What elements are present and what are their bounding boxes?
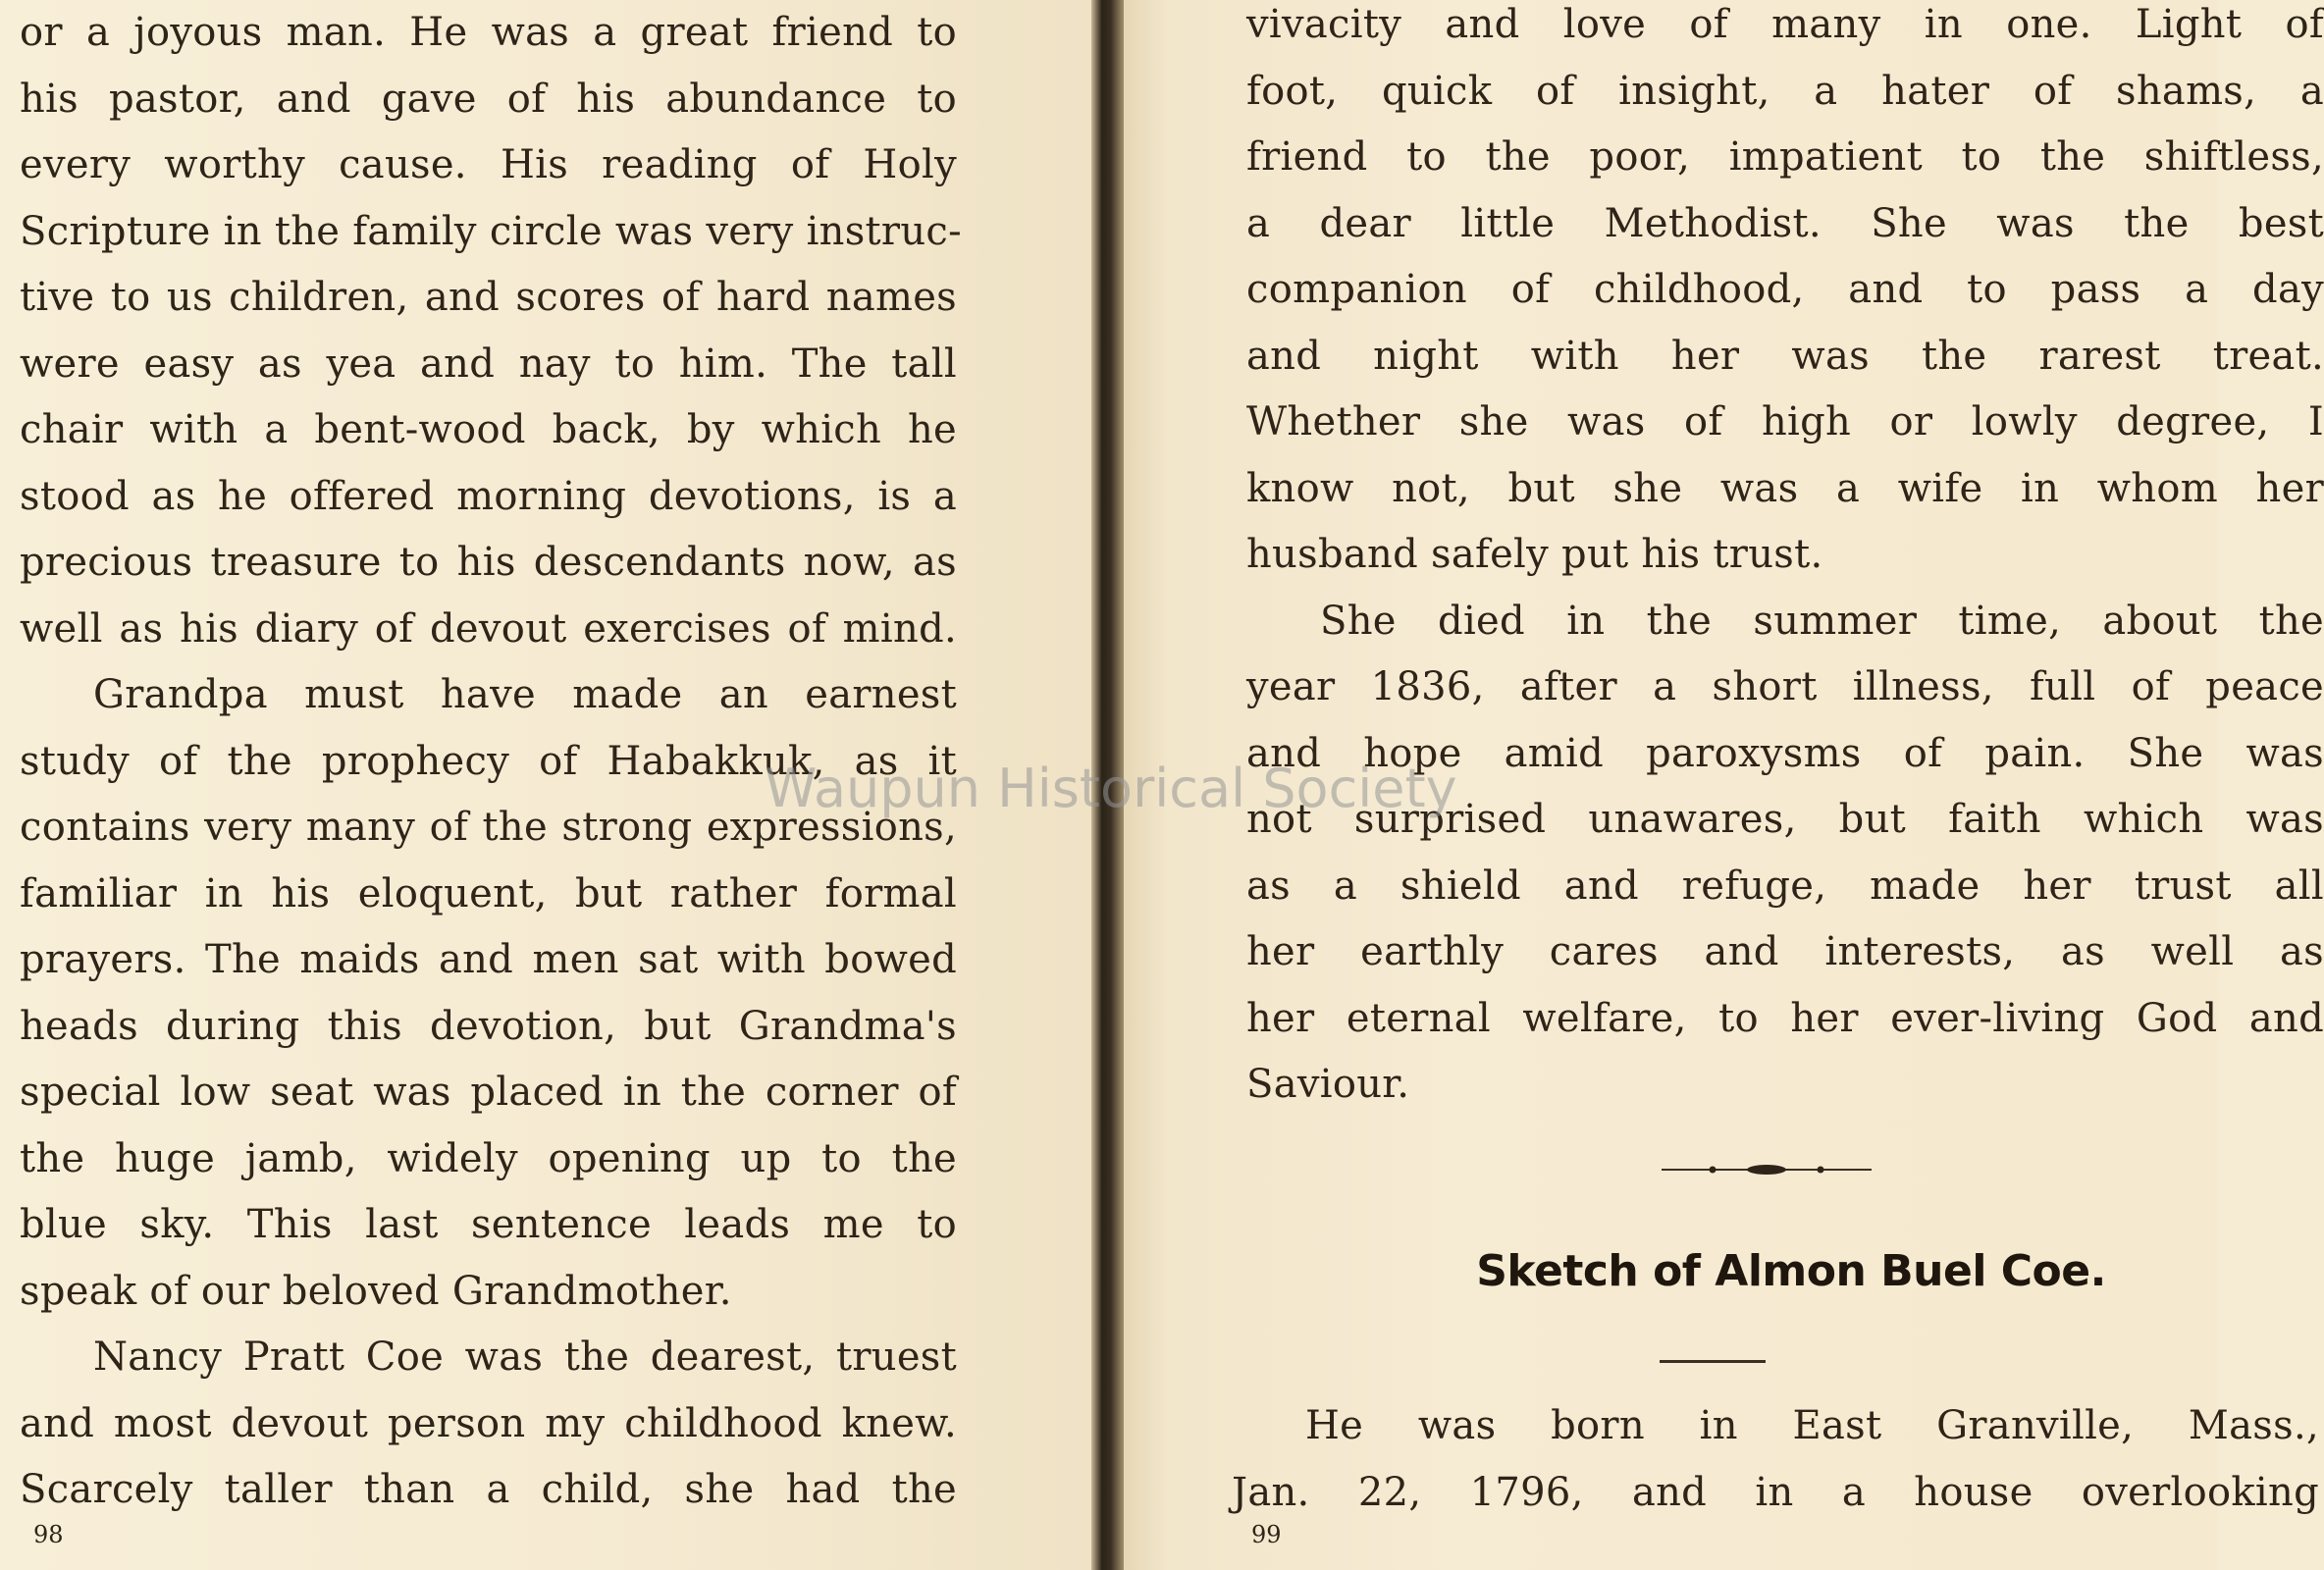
text-line: Jan. 22, 1796, and in a house overlooking <box>1232 1469 2319 1515</box>
text-line: foot, quick of insight, a hater of shams, a <box>1246 68 2324 114</box>
text-line: Grandpa must have made an earnest <box>93 672 957 717</box>
ornament-divider-icon <box>1654 1160 1879 1179</box>
text-line: heads during this devotion, but Grandma's <box>20 1003 957 1049</box>
text-line: or a joyous man. He was a great friend to <box>20 10 957 55</box>
right-page-bottom-text <box>1232 1393 2319 1526</box>
text-line: the huge jamb, widely opening up to the <box>20 1135 957 1181</box>
text-line: not surprised unawares, but faith which was <box>1246 797 2324 842</box>
text-line: chair with a bent-wood back, by which he <box>20 407 957 452</box>
text-line: speak of our beloved Grandmother. <box>20 1268 732 1314</box>
text-line: as a shield and refuge, made her trust all <box>1246 863 2324 909</box>
text-line: know not, but she was a wife in whom her <box>1246 465 2324 511</box>
text-line: Scarcely taller than a child, she had the <box>20 1467 957 1512</box>
text-line: companion of childhood, and to pass a day <box>1246 267 2324 312</box>
right-page-text <box>1246 0 2324 1119</box>
text-line: study of the prophecy of Habakkuk, as it <box>20 738 957 784</box>
heading-rule <box>1660 1360 1766 1363</box>
page-number: 99 <box>1251 1521 1282 1548</box>
text-line: year 1836, after a short illness, full of peace <box>1246 664 2324 709</box>
text-line: He was born in East Granville, Mass., <box>1305 1403 2319 1448</box>
text-line: and night with her was the rarest treat. <box>1246 333 2324 379</box>
text-line: every worthy cause. His reading of Holy <box>20 142 957 187</box>
text-line: contains very many of the strong expressions, <box>20 805 957 850</box>
text-line: Nancy Pratt Coe was the dearest, truest <box>93 1334 957 1380</box>
text-line: prayers. The maids and men sat with bowed <box>20 937 957 982</box>
text-line: precious treasure to his descendants now, as <box>20 540 957 585</box>
section-heading: Sketch of Almon Buel Coe. <box>1476 1246 2106 1296</box>
text-line: and hope amid paroxysms of pain. She was <box>1246 730 2324 776</box>
text-line: friend to the poor, impatient to the shiftless, <box>1246 134 2324 180</box>
text-line: stood as he offered morning devotions, is a <box>20 473 957 519</box>
text-line: tive to us children, and scores of hard names <box>20 275 957 320</box>
text-line: her earthly cares and interests, as well as <box>1246 929 2324 974</box>
watermark: Waupun Historical Society <box>765 758 1457 819</box>
text-line: Scripture in the family circle was very instruc- <box>20 208 962 254</box>
text-line: and most devout person my childhood knew. <box>20 1400 957 1446</box>
text-line: were easy as yea and nay to him. The tall <box>20 340 957 387</box>
text-line: She died in the summer time, about the <box>1320 598 2324 644</box>
page-number: 98 <box>33 1521 64 1548</box>
text-line: special low seat was placed in the corner of <box>20 1070 957 1115</box>
text-line: a dear little Methodist. She was the best <box>1246 200 2324 246</box>
text-line: her eternal welfare, to her ever-living God and <box>1246 995 2324 1041</box>
text-line: husband safely put his trust. <box>1246 532 1823 577</box>
text-line: familiar in his eloquent, but rather formal <box>20 870 957 916</box>
text-line: Whether she was of high or lowly degree, I <box>1246 399 2324 445</box>
text-line: blue sky. This last sentence leads me to <box>20 1202 957 1247</box>
text-line: his pastor, and gave of his abundance to <box>20 76 957 122</box>
text-line: well as his diary of devout exercises of mind. <box>20 605 957 652</box>
text-line: Saviour. <box>1246 1062 1410 1107</box>
text-line: vivacity and love of many in one. Light of <box>1246 2 2324 47</box>
